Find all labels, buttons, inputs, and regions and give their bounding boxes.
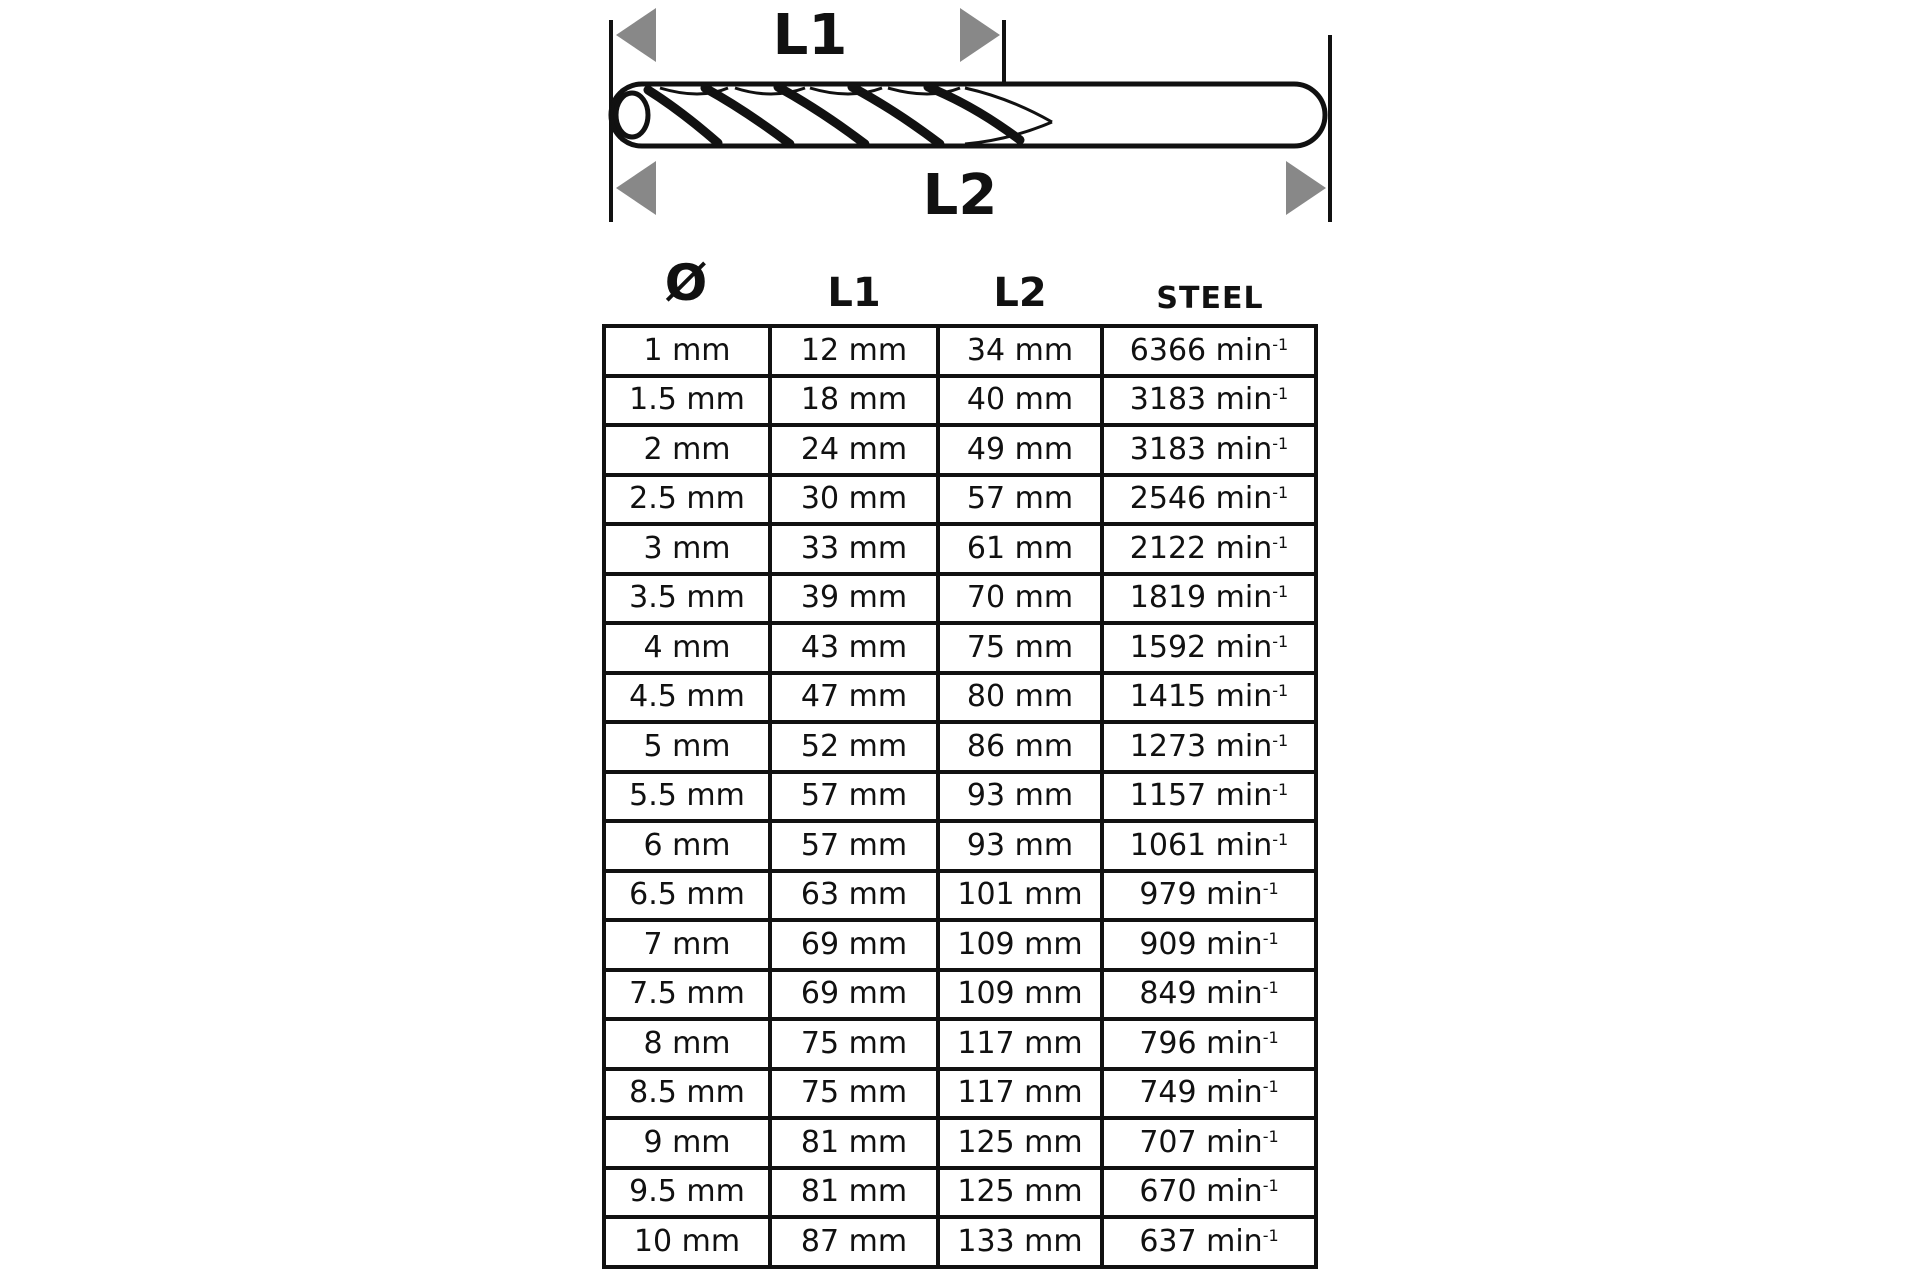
- diameter-cell-text: 8 mm: [643, 1025, 731, 1061]
- drill-bit-diagram: [0, 0, 1920, 230]
- diameter-cell-text: 9.5 mm: [629, 1174, 745, 1210]
- l2-cell-text: 109 mm: [957, 926, 1083, 962]
- diameter-cell-text: 9 mm: [643, 1124, 731, 1160]
- table-row: [606, 526, 1314, 576]
- diameter-cell-text: 2 mm: [643, 431, 731, 467]
- diameter-cell-text: 8.5 mm: [629, 1075, 745, 1111]
- l2-cell: [940, 724, 1104, 770]
- l1-cell: [772, 1219, 940, 1265]
- l2-cell-text: 117 mm: [957, 1025, 1083, 1061]
- steel-unit-exponent: -1: [1262, 1225, 1279, 1245]
- steel-cell: [1104, 774, 1314, 820]
- steel-cell: [1104, 675, 1314, 721]
- l1-cell: [772, 378, 940, 424]
- steel-cell-text: 3183 min: [1129, 431, 1273, 467]
- drill-spec-table: [602, 250, 1318, 1269]
- steel-unit-exponent: -1: [1272, 829, 1289, 849]
- steel-cell: [1104, 823, 1314, 869]
- l2-header: L2: [993, 270, 1047, 316]
- l1-cell-text: 69 mm: [800, 926, 908, 962]
- diameter-cell-text: 3.5 mm: [629, 580, 745, 616]
- steel-cell: [1104, 526, 1314, 572]
- steel-unit-exponent: -1: [1272, 334, 1289, 354]
- l1-cell: [772, 625, 940, 671]
- l1-cell-text: 75 mm: [800, 1025, 908, 1061]
- table-row: [606, 328, 1314, 378]
- diameter-cell: [606, 477, 772, 523]
- steel-cell: [1104, 922, 1314, 968]
- l2-left-arrow-icon: [616, 161, 656, 215]
- diameter-cell-text: 10 mm: [633, 1223, 741, 1259]
- l2-cell-text: 109 mm: [957, 976, 1083, 1012]
- l1-cell: [772, 477, 940, 523]
- l2-dimension-label: L2: [922, 163, 998, 228]
- l1-cell: [772, 922, 940, 968]
- steel-unit-exponent: -1: [1262, 928, 1279, 948]
- l1-cell-text: 33 mm: [800, 530, 908, 566]
- table-row: [606, 774, 1314, 824]
- l2-cell-text: 117 mm: [957, 1075, 1083, 1111]
- table-row: [606, 576, 1314, 626]
- l1-cell-text: 39 mm: [800, 580, 908, 616]
- l1-cell-text: 47 mm: [800, 679, 908, 715]
- steel-header: STEEL: [1156, 281, 1264, 316]
- table-body: [602, 324, 1318, 1269]
- steel-cell: [1104, 1219, 1314, 1265]
- table-row: [606, 1219, 1314, 1269]
- l1-cell-text: 12 mm: [800, 332, 908, 368]
- steel-cell-text: 1061 min: [1129, 827, 1273, 863]
- steel-unit-exponent: -1: [1262, 978, 1279, 998]
- l1-header: L1: [827, 270, 881, 316]
- l1-cell: [772, 328, 940, 374]
- l1-cell-text: 81 mm: [800, 1124, 908, 1160]
- l1-cell: [772, 774, 940, 820]
- l2-cell: [940, 873, 1104, 919]
- table-row: [606, 1170, 1314, 1220]
- l2-cell: [940, 526, 1104, 572]
- steel-unit-exponent: -1: [1272, 582, 1289, 602]
- steel-unit-exponent: -1: [1272, 483, 1289, 503]
- steel-unit-exponent: -1: [1272, 780, 1289, 800]
- diameter-cell: [606, 1170, 772, 1216]
- l2-cell: [940, 625, 1104, 671]
- steel-unit-exponent: -1: [1272, 532, 1289, 552]
- l1-cell: [772, 873, 940, 919]
- steel-unit-exponent: -1: [1262, 1077, 1279, 1097]
- l1-cell: [772, 675, 940, 721]
- diameter-cell: [606, 675, 772, 721]
- steel-unit-exponent: -1: [1262, 879, 1279, 899]
- l2-cell: [940, 1170, 1104, 1216]
- l2-cell: [940, 427, 1104, 473]
- l1-cell-text: 63 mm: [800, 877, 908, 913]
- l2-cell-text: 61 mm: [966, 530, 1074, 566]
- l1-cell: [772, 427, 940, 473]
- diameter-cell-text: 6.5 mm: [629, 877, 745, 913]
- l2-cell-text: 125 mm: [957, 1174, 1083, 1210]
- steel-cell-text: 849 min: [1139, 976, 1263, 1012]
- steel-cell-text: 6366 min: [1129, 332, 1273, 368]
- l2-cell: [940, 1219, 1104, 1265]
- diameter-cell-text: 7.5 mm: [629, 976, 745, 1012]
- steel-unit-exponent: -1: [1262, 1027, 1279, 1047]
- steel-cell-text: 707 min: [1139, 1124, 1263, 1160]
- diameter-header: Ø: [664, 254, 708, 312]
- l1-cell-text: 52 mm: [800, 728, 908, 764]
- diameter-cell-text: 4.5 mm: [629, 679, 745, 715]
- diameter-cell-text: 3 mm: [643, 530, 731, 566]
- steel-cell: [1104, 724, 1314, 770]
- steel-unit-exponent: -1: [1272, 631, 1289, 651]
- l1-left-arrow-icon: [616, 8, 656, 62]
- steel-cell-text: 749 min: [1139, 1075, 1263, 1111]
- l2-cell-text: 80 mm: [966, 679, 1074, 715]
- l2-cell: [940, 1120, 1104, 1166]
- steel-cell: [1104, 1170, 1314, 1216]
- diameter-cell: [606, 1120, 772, 1166]
- l1-cell: [772, 823, 940, 869]
- l1-cell: [772, 972, 940, 1018]
- steel-cell-text: 2122 min: [1129, 530, 1273, 566]
- steel-cell: [1104, 1071, 1314, 1117]
- steel-cell-text: 2546 min: [1129, 481, 1273, 517]
- diameter-cell-text: 7 mm: [643, 926, 731, 962]
- diameter-cell: [606, 823, 772, 869]
- steel-unit-exponent: -1: [1272, 730, 1289, 750]
- l1-cell: [772, 576, 940, 622]
- l2-cell: [940, 576, 1104, 622]
- l2-cell: [940, 922, 1104, 968]
- l2-cell: [940, 477, 1104, 523]
- l2-cell-text: 93 mm: [966, 778, 1074, 814]
- l2-cell: [940, 328, 1104, 374]
- steel-cell: [1104, 427, 1314, 473]
- l1-cell-text: 43 mm: [800, 629, 908, 665]
- steel-cell: [1104, 1120, 1314, 1166]
- steel-cell-text: 670 min: [1139, 1174, 1263, 1210]
- table-row: [606, 477, 1314, 527]
- table-header: [602, 250, 1318, 324]
- steel-cell-text: 909 min: [1139, 926, 1263, 962]
- l2-cell: [940, 675, 1104, 721]
- table-row: [606, 675, 1314, 725]
- l1-cell-text: 57 mm: [800, 778, 908, 814]
- table-row: [606, 1071, 1314, 1121]
- l2-cell-text: 40 mm: [966, 382, 1074, 418]
- diameter-cell: [606, 724, 772, 770]
- steel-cell: [1104, 477, 1314, 523]
- diameter-cell-text: 5 mm: [643, 728, 731, 764]
- drill-bit-body: [611, 84, 1325, 146]
- l1-cell: [772, 1071, 940, 1117]
- diameter-cell-text: 2.5 mm: [629, 481, 745, 517]
- diameter-cell-text: 1 mm: [643, 332, 731, 368]
- l1-cell-text: 87 mm: [800, 1223, 908, 1259]
- l1-cell-text: 69 mm: [800, 976, 908, 1012]
- diameter-cell: [606, 576, 772, 622]
- steel-unit-exponent: -1: [1272, 681, 1289, 701]
- diameter-cell: [606, 328, 772, 374]
- table-row: [606, 378, 1314, 428]
- l2-cell: [940, 823, 1104, 869]
- diameter-cell: [606, 1071, 772, 1117]
- diameter-cell-text: 5.5 mm: [629, 778, 745, 814]
- steel-cell-text: 1273 min: [1129, 728, 1273, 764]
- diameter-cell: [606, 972, 772, 1018]
- l2-cell: [940, 378, 1104, 424]
- steel-cell-text: 1415 min: [1129, 679, 1273, 715]
- l2-cell-text: 34 mm: [966, 332, 1074, 368]
- steel-unit-exponent: -1: [1262, 1176, 1279, 1196]
- steel-cell-text: 1592 min: [1129, 629, 1273, 665]
- diameter-cell-text: 6 mm: [643, 827, 731, 863]
- diameter-cell: [606, 625, 772, 671]
- table-row: [606, 823, 1314, 873]
- l1-cell-text: 24 mm: [800, 431, 908, 467]
- table-row: [606, 1120, 1314, 1170]
- l2-cell-text: 86 mm: [966, 728, 1074, 764]
- l1-cell-text: 57 mm: [800, 827, 908, 863]
- steel-cell: [1104, 625, 1314, 671]
- steel-cell: [1104, 873, 1314, 919]
- l1-cell-text: 75 mm: [800, 1075, 908, 1111]
- l2-cell: [940, 774, 1104, 820]
- table-row: [606, 724, 1314, 774]
- table-row: [606, 972, 1314, 1022]
- steel-cell-text: 796 min: [1139, 1025, 1263, 1061]
- diameter-cell: [606, 378, 772, 424]
- l1-right-arrow-icon: [960, 8, 1000, 62]
- diameter-cell: [606, 873, 772, 919]
- steel-cell: [1104, 328, 1314, 374]
- steel-cell-text: 979 min: [1139, 877, 1263, 913]
- l1-cell-text: 30 mm: [800, 481, 908, 517]
- diameter-cell: [606, 922, 772, 968]
- steel-cell: [1104, 378, 1314, 424]
- table-row: [606, 427, 1314, 477]
- l2-cell-text: 57 mm: [966, 481, 1074, 517]
- diameter-cell: [606, 427, 772, 473]
- table-row: [606, 625, 1314, 675]
- table-row: [606, 1021, 1314, 1071]
- l1-cell: [772, 1021, 940, 1067]
- diameter-cell: [606, 774, 772, 820]
- steel-unit-exponent: -1: [1272, 433, 1289, 453]
- steel-unit-exponent: -1: [1272, 384, 1289, 404]
- l2-cell-text: 75 mm: [966, 629, 1074, 665]
- l2-cell: [940, 1071, 1104, 1117]
- table-row: [606, 922, 1314, 972]
- l1-cell-text: 81 mm: [800, 1174, 908, 1210]
- l2-cell-text: 70 mm: [966, 580, 1074, 616]
- l2-cell-text: 49 mm: [966, 431, 1074, 467]
- l1-dimension-label: L1: [772, 3, 848, 68]
- l2-cell-text: 133 mm: [957, 1223, 1083, 1259]
- l1-cell: [772, 724, 940, 770]
- diameter-cell-text: 1.5 mm: [629, 382, 745, 418]
- l2-right-arrow-icon: [1286, 161, 1326, 215]
- l1-cell: [772, 1120, 940, 1166]
- steel-cell-text: 3183 min: [1129, 382, 1273, 418]
- steel-cell-text: 637 min: [1139, 1223, 1263, 1259]
- steel-cell: [1104, 972, 1314, 1018]
- l2-cell: [940, 1021, 1104, 1067]
- l1-cell: [772, 1170, 940, 1216]
- l2-cell-text: 101 mm: [957, 877, 1083, 913]
- l2-cell-text: 93 mm: [966, 827, 1074, 863]
- l2-cell-text: 125 mm: [957, 1124, 1083, 1160]
- l2-cell: [940, 972, 1104, 1018]
- steel-unit-exponent: -1: [1262, 1126, 1279, 1146]
- steel-cell-text: 1157 min: [1129, 778, 1273, 814]
- table-row: [606, 873, 1314, 923]
- steel-cell: [1104, 576, 1314, 622]
- diameter-cell: [606, 1219, 772, 1265]
- diameter-cell: [606, 1021, 772, 1067]
- l1-cell: [772, 526, 940, 572]
- diameter-cell-text: 4 mm: [643, 629, 731, 665]
- steel-cell-text: 1819 min: [1129, 580, 1273, 616]
- steel-cell: [1104, 1021, 1314, 1067]
- l1-cell-text: 18 mm: [800, 382, 908, 418]
- diameter-cell: [606, 526, 772, 572]
